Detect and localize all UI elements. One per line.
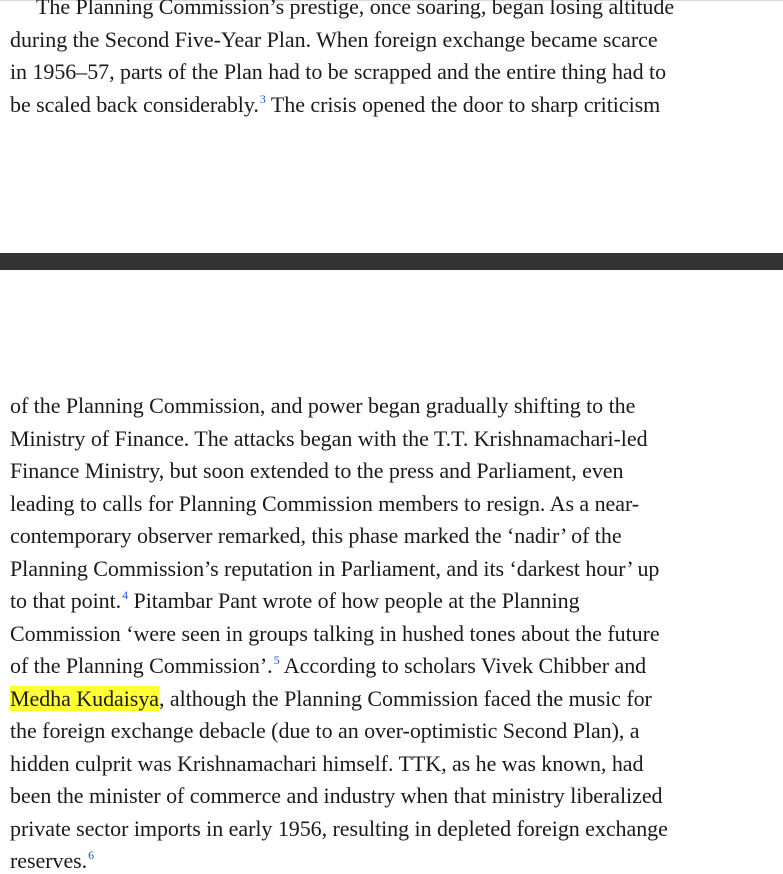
text-line: The Planning Commission’s prestige, once soaring, began losing altitude [36, 0, 675, 19]
text-line: been the minister of commerce and industry when that ministry liberalized [10, 783, 663, 808]
text-line: during the Second Five-Year Plan. When foreign exchange became scarce [10, 26, 658, 52]
page-bottom-text-block [10, 390, 778, 874]
text-line: contemporary observer remarked, this phase marked the ‘nadir’ of the [10, 523, 622, 548]
text-line: private sector imports in early 1956, resulting in depleted foreign exchange [10, 815, 668, 841]
text-segment: be scaled back considerably. [10, 91, 259, 117]
text-line [10, 845, 778, 874]
text-segment: , although the Planning Commission faced the music for [158, 685, 652, 711]
text-line: the foreign exchange debacle (due to an over-optimistic Second Plan), a [10, 718, 640, 743]
footnote-link-5[interactable]: 5 [273, 653, 280, 667]
text-line: Commission ‘were seen in groups talking in hushed tones about the future [10, 620, 660, 646]
text-line: Planning Commission’s reputation in Parliament, and its ‘darkest hour’ up [10, 555, 660, 581]
text-segment: According to scholars Vivek Chibber and [279, 653, 647, 678]
highlighted-text[interactable]: Medha Kudaisya [10, 685, 159, 711]
text-line [10, 89, 778, 122]
text-line: of the Planning Commission, and power began gradually shifting to the [10, 393, 636, 418]
text-line: in 1956–57, parts of the Plan had to be scrapped and the entire thing had to [10, 59, 667, 84]
text-line: leading to calls for Planning Commission members to resign. As a near- [10, 490, 640, 516]
text-segment: Pitambar Pant wrote of how people at the Planning [128, 588, 580, 613]
footnote-link-4[interactable]: 4 [122, 588, 129, 602]
text-line: Ministry of Finance. The attacks began with the T.T. Krishnamachari-led [10, 425, 648, 451]
footnote-link-6[interactable]: 6 [88, 848, 95, 862]
text-line [10, 585, 778, 618]
text-segment: reserves. [10, 848, 88, 873]
text-segment: to that point. [10, 588, 122, 613]
text-line [10, 683, 778, 716]
text-segment: The crisis opened the door to sharp criticism [265, 91, 661, 117]
text-segment: of the Planning Commission’. [10, 653, 273, 678]
page-top-text-block [10, 0, 778, 121]
text-line [10, 650, 778, 683]
page-break-divider [0, 253, 783, 270]
text-line: hidden culprit was Krishnamachari himself. TTK, as he was known, had [10, 750, 644, 776]
footnote-link-3[interactable]: 3 [259, 91, 266, 106]
text-line: Finance Ministry, but soon extended to the press and Parliament, even [10, 458, 624, 483]
